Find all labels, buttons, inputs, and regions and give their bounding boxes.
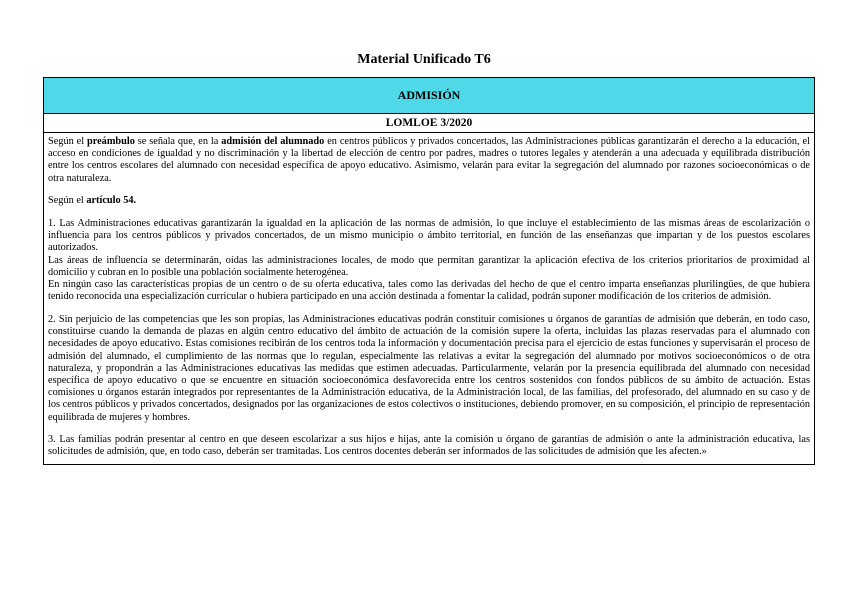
article-reference <box>48 195 810 207</box>
law-header-label: LOMLOE 3/2020 <box>385 117 473 129</box>
section-header <box>44 78 814 114</box>
document-title: Material Unificado T6 <box>357 52 491 67</box>
admission-table <box>43 77 815 465</box>
intro-rest: en centros públicos y privados concertados, las Administraciones públicas garantizarán el derecho a la educación, el acceso en condiciones de igualdad y no discriminación y la libertad de elección de centro por padres, madres o tutores legales y atenderán a una adecuada y equilibrada distribución entre los centros escolares del alumnado con necesidad específica de apoyo educativo. Asimismo, velarán para evitar la segregación del alumnado por razones socioeconómicas o de otra naturaleza. <box>48 136 810 184</box>
content-body <box>44 133 814 464</box>
paragraph-2: 2. Sin perjuicio de las competencias que les son propias, las Administraciones educativas podrán constituir comisiones u órganos de garantías de admisión que deberán, en todo caso, constituirse cuando la demanda de plazas en algún centro educativo del ámbito de actuación de la comisión supere la oferta, incluidas las plazas reservadas para el alumnado con necesidades de apoyo educativo. Estas comisiones recibirán de los centros toda la información y documentación precisa para el ejercicio de estas funciones y supervisarán el proceso de admisión del alumnado, el cumplimiento de las normas que lo regulan, especialmente las relativas a evitar la segregación del alumnado por motivos socioeconómicos o de otra naturaleza, y propondrán a las Administraciones educativas las medidas que estimen adecuadas. Particularmente, velarán por la presencia equilibrada del alumnado con necesidad específica de apoyo educativo o que se encuentre en situación socioeconómica desfavorecida entre los centros sostenidos con fondos públicos de su ámbito de actuación. Estas comisiones u órganos estarán integrados por representantes de la Administración educativa, de la Administración local, de las familias, del profesorado, del alumnado en su caso y de los centros públicos y privados concertados, designados por las organizaciones de estos colectivos o instituciones, debiendo promover, en su composición, el principio de representación equilibrada de mujeres y hombres. <box>48 313 810 423</box>
paragraph-1b: Las áreas de influencia se determinarán, oídas las administraciones locales, de modo que permitan garantizar la aplicación efectiva de los criterios prioritarios de proximidad al domicilio y cubran en lo posible una población socialmente heterogénea. <box>48 254 810 278</box>
intro-prefix: Según el <box>48 136 87 147</box>
paragraph-1c: En ningún caso las características propias de un centro o de su oferta educativa, tales como las derivadas del hecho de que el centro imparta enseñanzas plurilingües, de que hubiera tenido reconocida una especialización curricular o hubiera participado en una acción destinada a fomentar la calidad, podrán suponer modificación de los criterios de admisión. <box>48 279 810 303</box>
paragraph-3: 3. Las familias podrán presentar al centro en que deseen escolarizar a sus hijos e hijas, ante la comisión u órgano de garantías de admisión o ante la administración educativa, las solicitudes de admisión, que, en todo caso, deberán ser tramitadas. Los centros docentes deberán ser informados de las solicitudes de admisión que les afecten.» <box>48 434 810 458</box>
law-header <box>44 114 814 133</box>
article-label: artículo 54. <box>86 195 137 207</box>
preambulo-term: preámbulo <box>87 136 135 147</box>
paragraph-1a: 1. Las Administraciones educativas garantizarán la igualdad en la aplicación de las normas de admisión, lo que incluye el establecimiento de las mismas áreas de escolarización o influencia para los centros públicos y privados concertados, de un mismo municipio o ámbito territorial, en función de las enseñanzas que impartan y de los puestos escolares autorizados. <box>48 218 810 254</box>
article-prefix: Según el <box>48 195 87 207</box>
admision-term: admisión del alumnado <box>221 136 325 147</box>
intro-paragraph <box>48 136 810 185</box>
section-header-label: ADMISIÓN <box>397 88 461 102</box>
intro-mid: se señala que, en la <box>134 136 222 147</box>
